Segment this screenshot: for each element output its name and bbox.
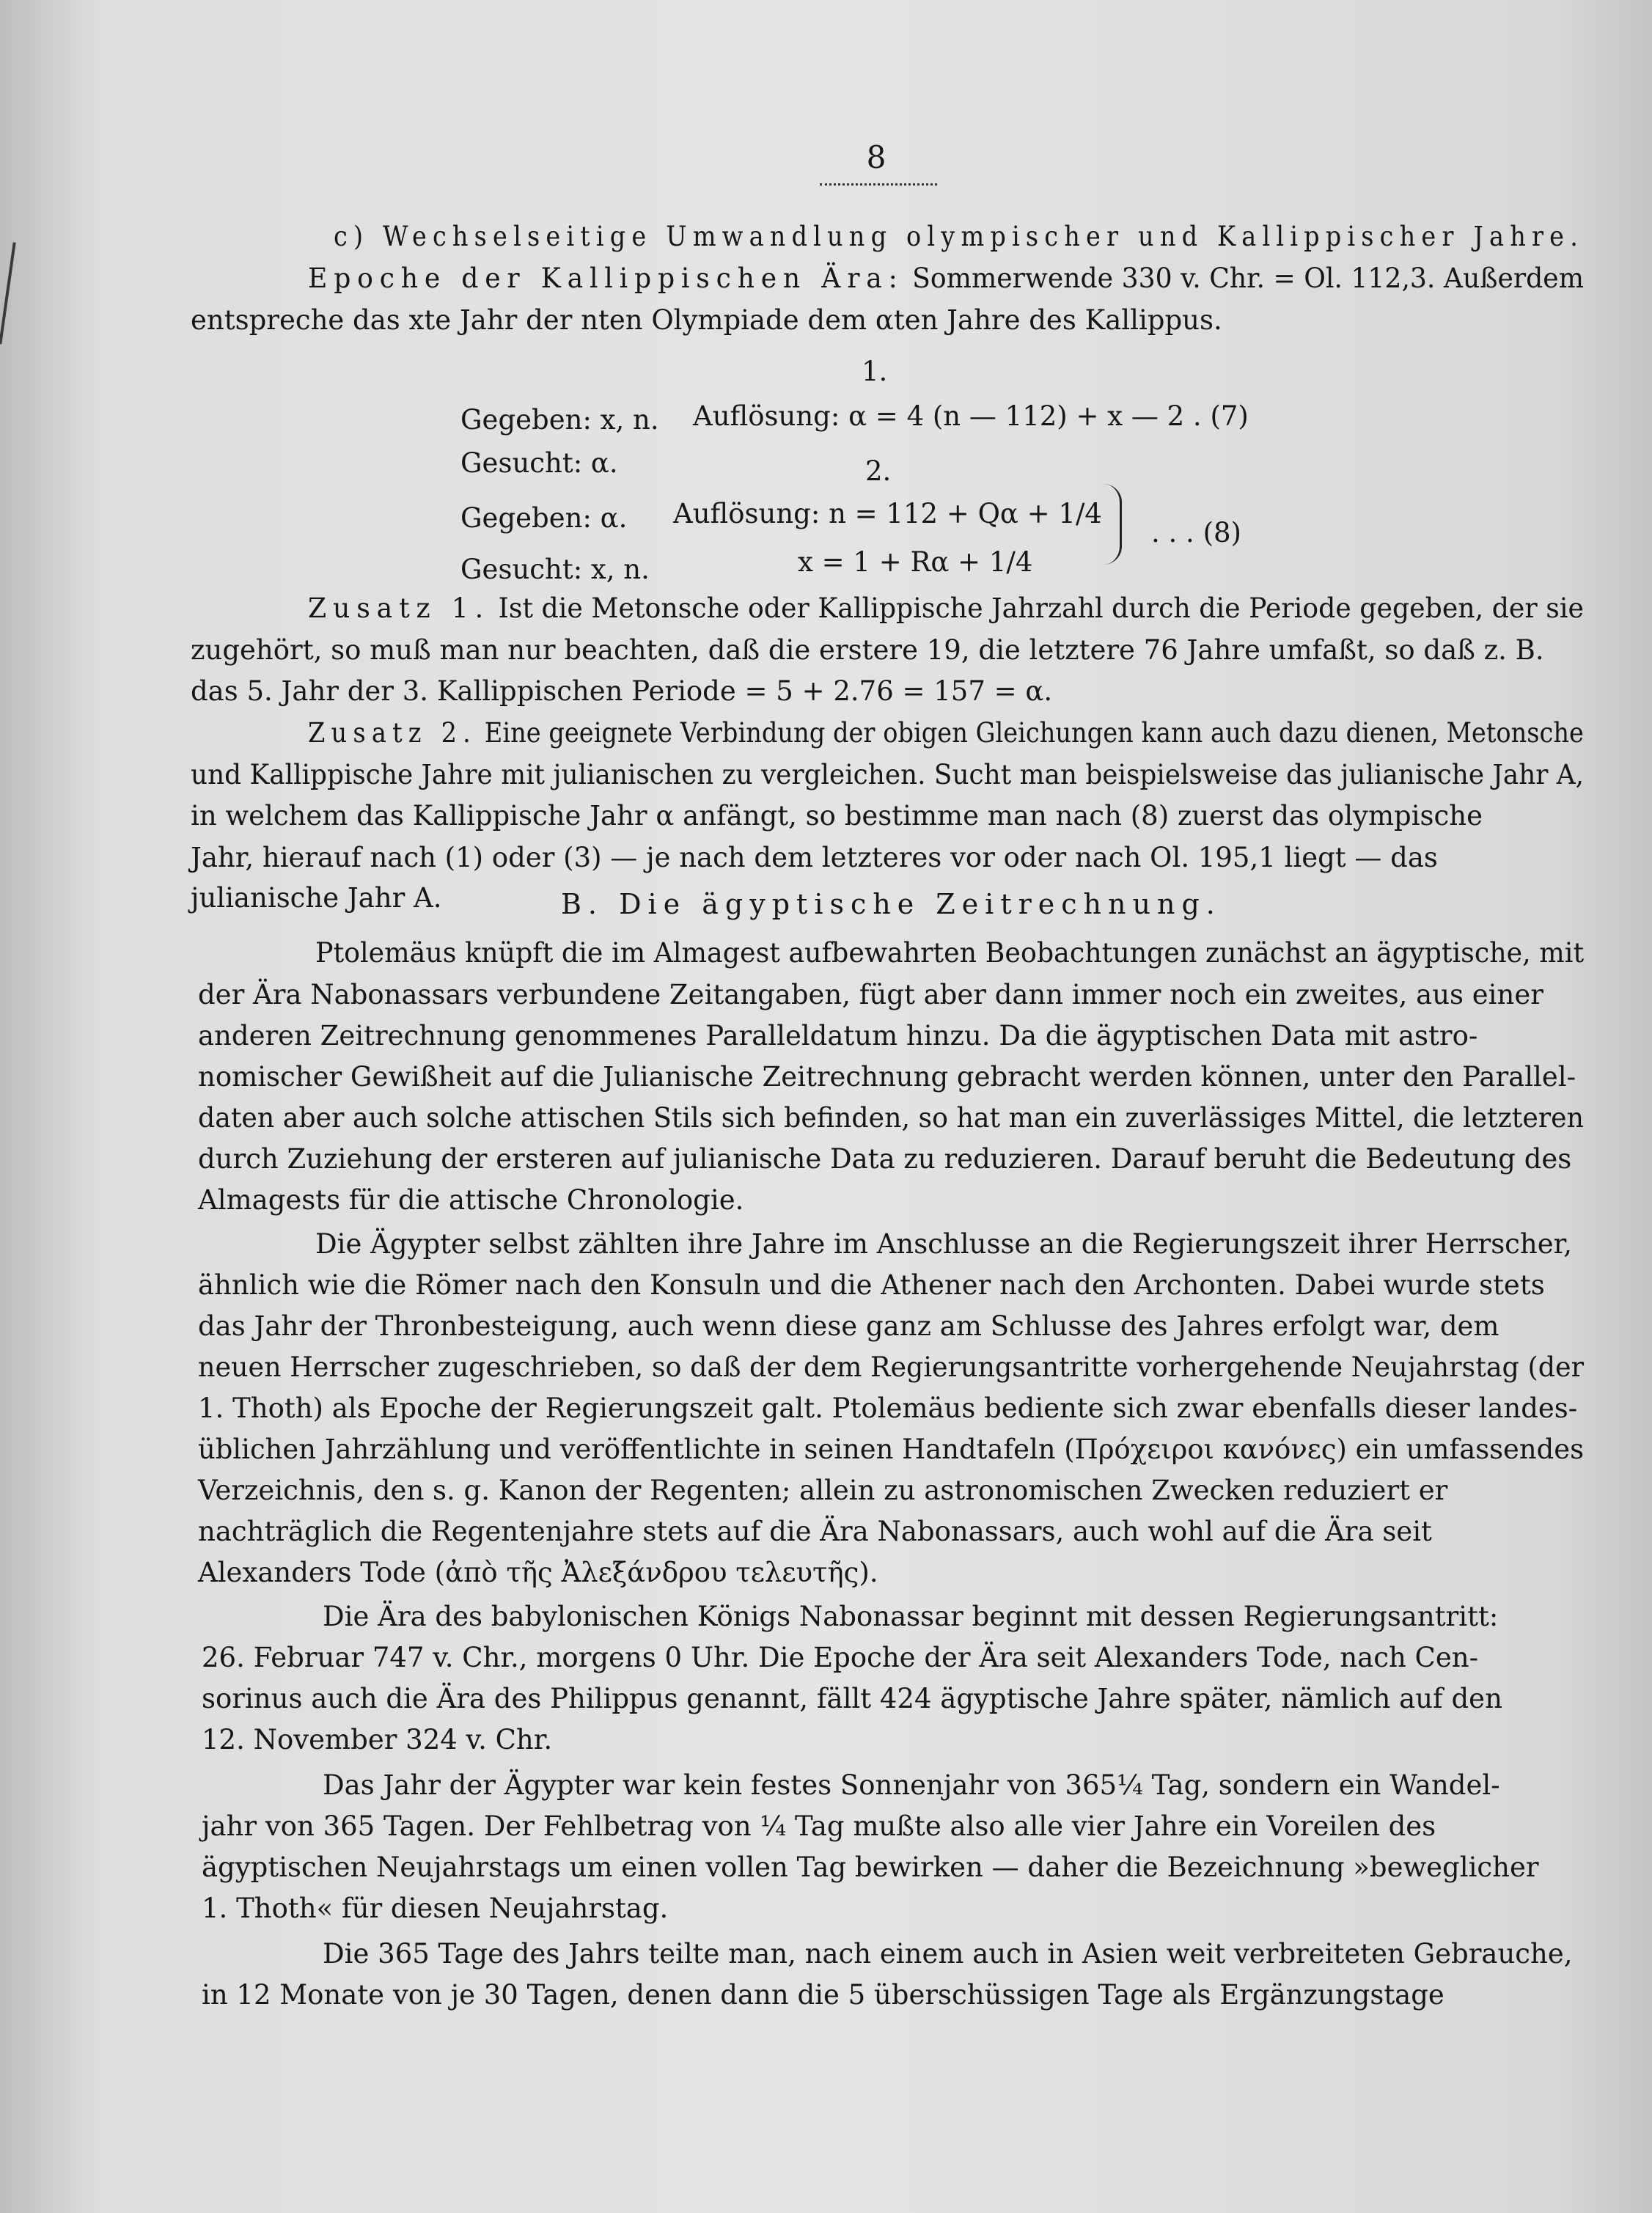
case-2-number: 2. <box>865 455 892 487</box>
paragraph-2-line-8: nachträglich die Regentenjahre stets auf die Ära Nabonassars, auch wohl auf die Ära seit <box>198 1516 1432 1547</box>
paragraph-5-line-2: in 12 Monate von je 30 Tagen, denen dann die 5 überschüssigen Tage als Ergänzungstage <box>202 1979 1444 2011</box>
page-number-ornament <box>820 176 937 186</box>
zusatz-2-line-3: in welchem das Kallippische Jahr α anfängt, so bestimme man nach (8) zuerst das olympische <box>191 800 1483 832</box>
zusatz-1-line-3: das 5. Jahr der 3. Kallippischen Periode = 5 + 2.76 = 157 = α. <box>191 675 1053 707</box>
case-1-sought: Gesucht: α. <box>460 447 618 479</box>
paragraph-4-line-4: 1. Thoth« für diesen Neujahrstag. <box>202 1893 669 1924</box>
paragraph-4-line-1: Das Jahr der Ägypter war kein festes Sonnenjahr von 365¼ Tag, sondern ein Wandel- <box>323 1769 1500 1801</box>
paragraph-3-line-2: 26. Februar 747 v. Chr., morgens 0 Uhr. Die Epoche der Ära seit Alexanders Tode, nach Cen- <box>202 1642 1479 1673</box>
scan-edge-mark <box>0 242 16 344</box>
paragraph-3-line-3: sorinus auch die Ära des Philippus genannt, fällt 424 ägyptische Jahre später, nämlich auf den <box>202 1683 1502 1714</box>
paragraph-4-line-3: ägyptischen Neujahrstags um einen vollen Tag bewirken — daher die Bezeichnung »beweglicher <box>202 1851 1539 1883</box>
section-b-heading: B. Die ägyptische Zeitrechnung. <box>561 888 1222 920</box>
case-1-solution: Auflösung: α = 4 (n — 112) + x — 2 . (7) <box>693 400 1249 432</box>
paragraph-4-line-2: jahr von 365 Tagen. Der Fehlbetrag von ¼ Tag mußte also alle vier Jahre ein Voreilen des <box>202 1810 1436 1842</box>
zusatz-2-line-5: julianische Jahr A. <box>191 882 442 914</box>
case-2-given: Gegeben: α. <box>460 502 628 534</box>
case-2-sought: Gesucht: x, n. <box>460 554 650 585</box>
paragraph-1-line-1: Ptolemäus knüpft die im Almagest aufbewahrten Beobachtungen zunächst an ägyptische, mit <box>315 937 1585 969</box>
zusatz-2-line-4: Jahr, hierauf nach (1) oder (3) — je nach dem letzteres vor oder nach Ol. 195,1 liegt — das <box>191 842 1438 873</box>
paragraph-2-line-5: 1. Thoth) als Epoche der Regierungszeit galt. Ptolemäus bediente sich zwar ebenfalls dieser landes- <box>198 1392 1578 1424</box>
section-c-heading: c) Wechselseitige Umwandlung olympischer und Kallippischer Jahre. <box>334 221 1585 252</box>
case-2-solution-x: x = 1 + Rα + 1/4 <box>798 546 1033 578</box>
paragraph-3-line-1: Die Ära des babylonischen Königs Nabonassar beginnt mit dessen Regierungsantritt: <box>323 1601 1499 1632</box>
page-number: 8 <box>866 139 886 175</box>
case-2-equation-number: . . . (8) <box>1151 517 1241 548</box>
epoch-line-2: entspreche das xte Jahr der nten Olympiade dem αten Jahre des Kallippus. <box>191 304 1222 336</box>
paragraph-5-line-1: Die 365 Tage des Jahrs teilte man, nach einem auch in Asien weit verbreiteten Gebrauche, <box>323 1938 1573 1970</box>
case-2-solution-n: Auflösung: n = 112 + Qα + 1/4 <box>673 498 1102 529</box>
zusatz-2-line-1: Zusatz 2. Eine geeignete Verbindung der obigen Gleichungen kann auch dazu dienen, Metonsche <box>308 717 1584 749</box>
paragraph-3-line-4: 12. November 324 v. Chr. <box>202 1724 553 1755</box>
paragraph-2-line-1: Die Ägypter selbst zählten ihre Jahre im Anschlusse an die Regierungszeit ihrer Herrscher, <box>315 1228 1573 1260</box>
paragraph-2-line-3: das Jahr der Thronbesteigung, auch wenn diese ganz am Schlusse des Jahres erfolgt war, dem <box>198 1310 1499 1342</box>
paragraph-1-line-7: Almagests für die attische Chronologie. <box>198 1184 744 1216</box>
case-2-brace <box>1104 484 1122 565</box>
paragraph-1-line-6: durch Zuziehung der ersteren auf julianische Data zu reduzieren. Darauf beruht die Bedeutung des <box>198 1143 1572 1175</box>
epoch-lead: Epoche der Kallippischen Ära: <box>308 263 904 294</box>
paragraph-1-line-2: der Ära Nabonassars verbundene Zeitangaben, fügt aber dann immer noch ein zweites, aus einer <box>198 979 1543 1010</box>
case-1-given: Gegeben: x, n. <box>460 404 659 436</box>
paragraph-1-line-5: daten aber auch solche attischen Stils sich befinden, so hat man ein zuverlässiges Mittel, die letzteren <box>198 1102 1584 1134</box>
paragraph-2-line-4: neuen Herrscher zugeschrieben, so daß der dem Regierungsantritte vorhergehende Neujahrstag (der <box>198 1351 1585 1383</box>
zusatz-1-label: Zusatz 1. <box>308 592 490 624</box>
paragraph-1-line-3: anderen Zeitrechnung genommenes Paralleldatum hinzu. Da die ägyptischen Data mit astro- <box>198 1020 1478 1052</box>
zusatz-1-line-2: zugehört, so muß man nur beachten, daß die erstere 19, die letztere 76 Jahre umfaßt, so daß z. B. <box>191 634 1544 666</box>
paragraph-2-line-9: Alexanders Tode (ἀπὸ τῆς Ἀλεξάνδρου τελευτῆς). <box>198 1557 878 1588</box>
zusatz-2-label: Zusatz 2. <box>308 717 477 749</box>
paragraph-2-line-2: ähnlich wie die Römer nach den Konsuln und die Athener nach den Archonten. Dabei wurde stets <box>198 1269 1545 1301</box>
zusatz-2-line-2: und Kallippische Jahre mit julianischen zu vergleichen. Sucht man beispielsweise das julianische Jahr A, <box>191 759 1585 790</box>
case-1-number: 1. <box>862 356 888 387</box>
zusatz-1-line-1: Zusatz 1. Ist die Metonsche oder Kallippische Jahrzahl durch die Periode gegeben, der sie <box>308 592 1584 624</box>
epoch-line <box>308 260 1584 297</box>
paragraph-1-line-4: nomischer Gewißheit auf die Julianische Zeitrechnung gebracht werden können, unter den Parallel- <box>198 1061 1576 1093</box>
paragraph-2-line-7: Verzeichnis, den s. g. Kanon der Regenten; allein zu astronomischen Zwecken reduziert er <box>198 1475 1448 1506</box>
paragraph-2-line-6: üblichen Jahrzählung und veröffentlichte in seinen Handtafeln (Πρόχειροι κανόνες) ein umfassendes <box>198 1434 1585 1465</box>
epoch-rest: Sommerwende 330 v. Chr. = Ol. 112,3. Außerdem <box>912 263 1584 294</box>
